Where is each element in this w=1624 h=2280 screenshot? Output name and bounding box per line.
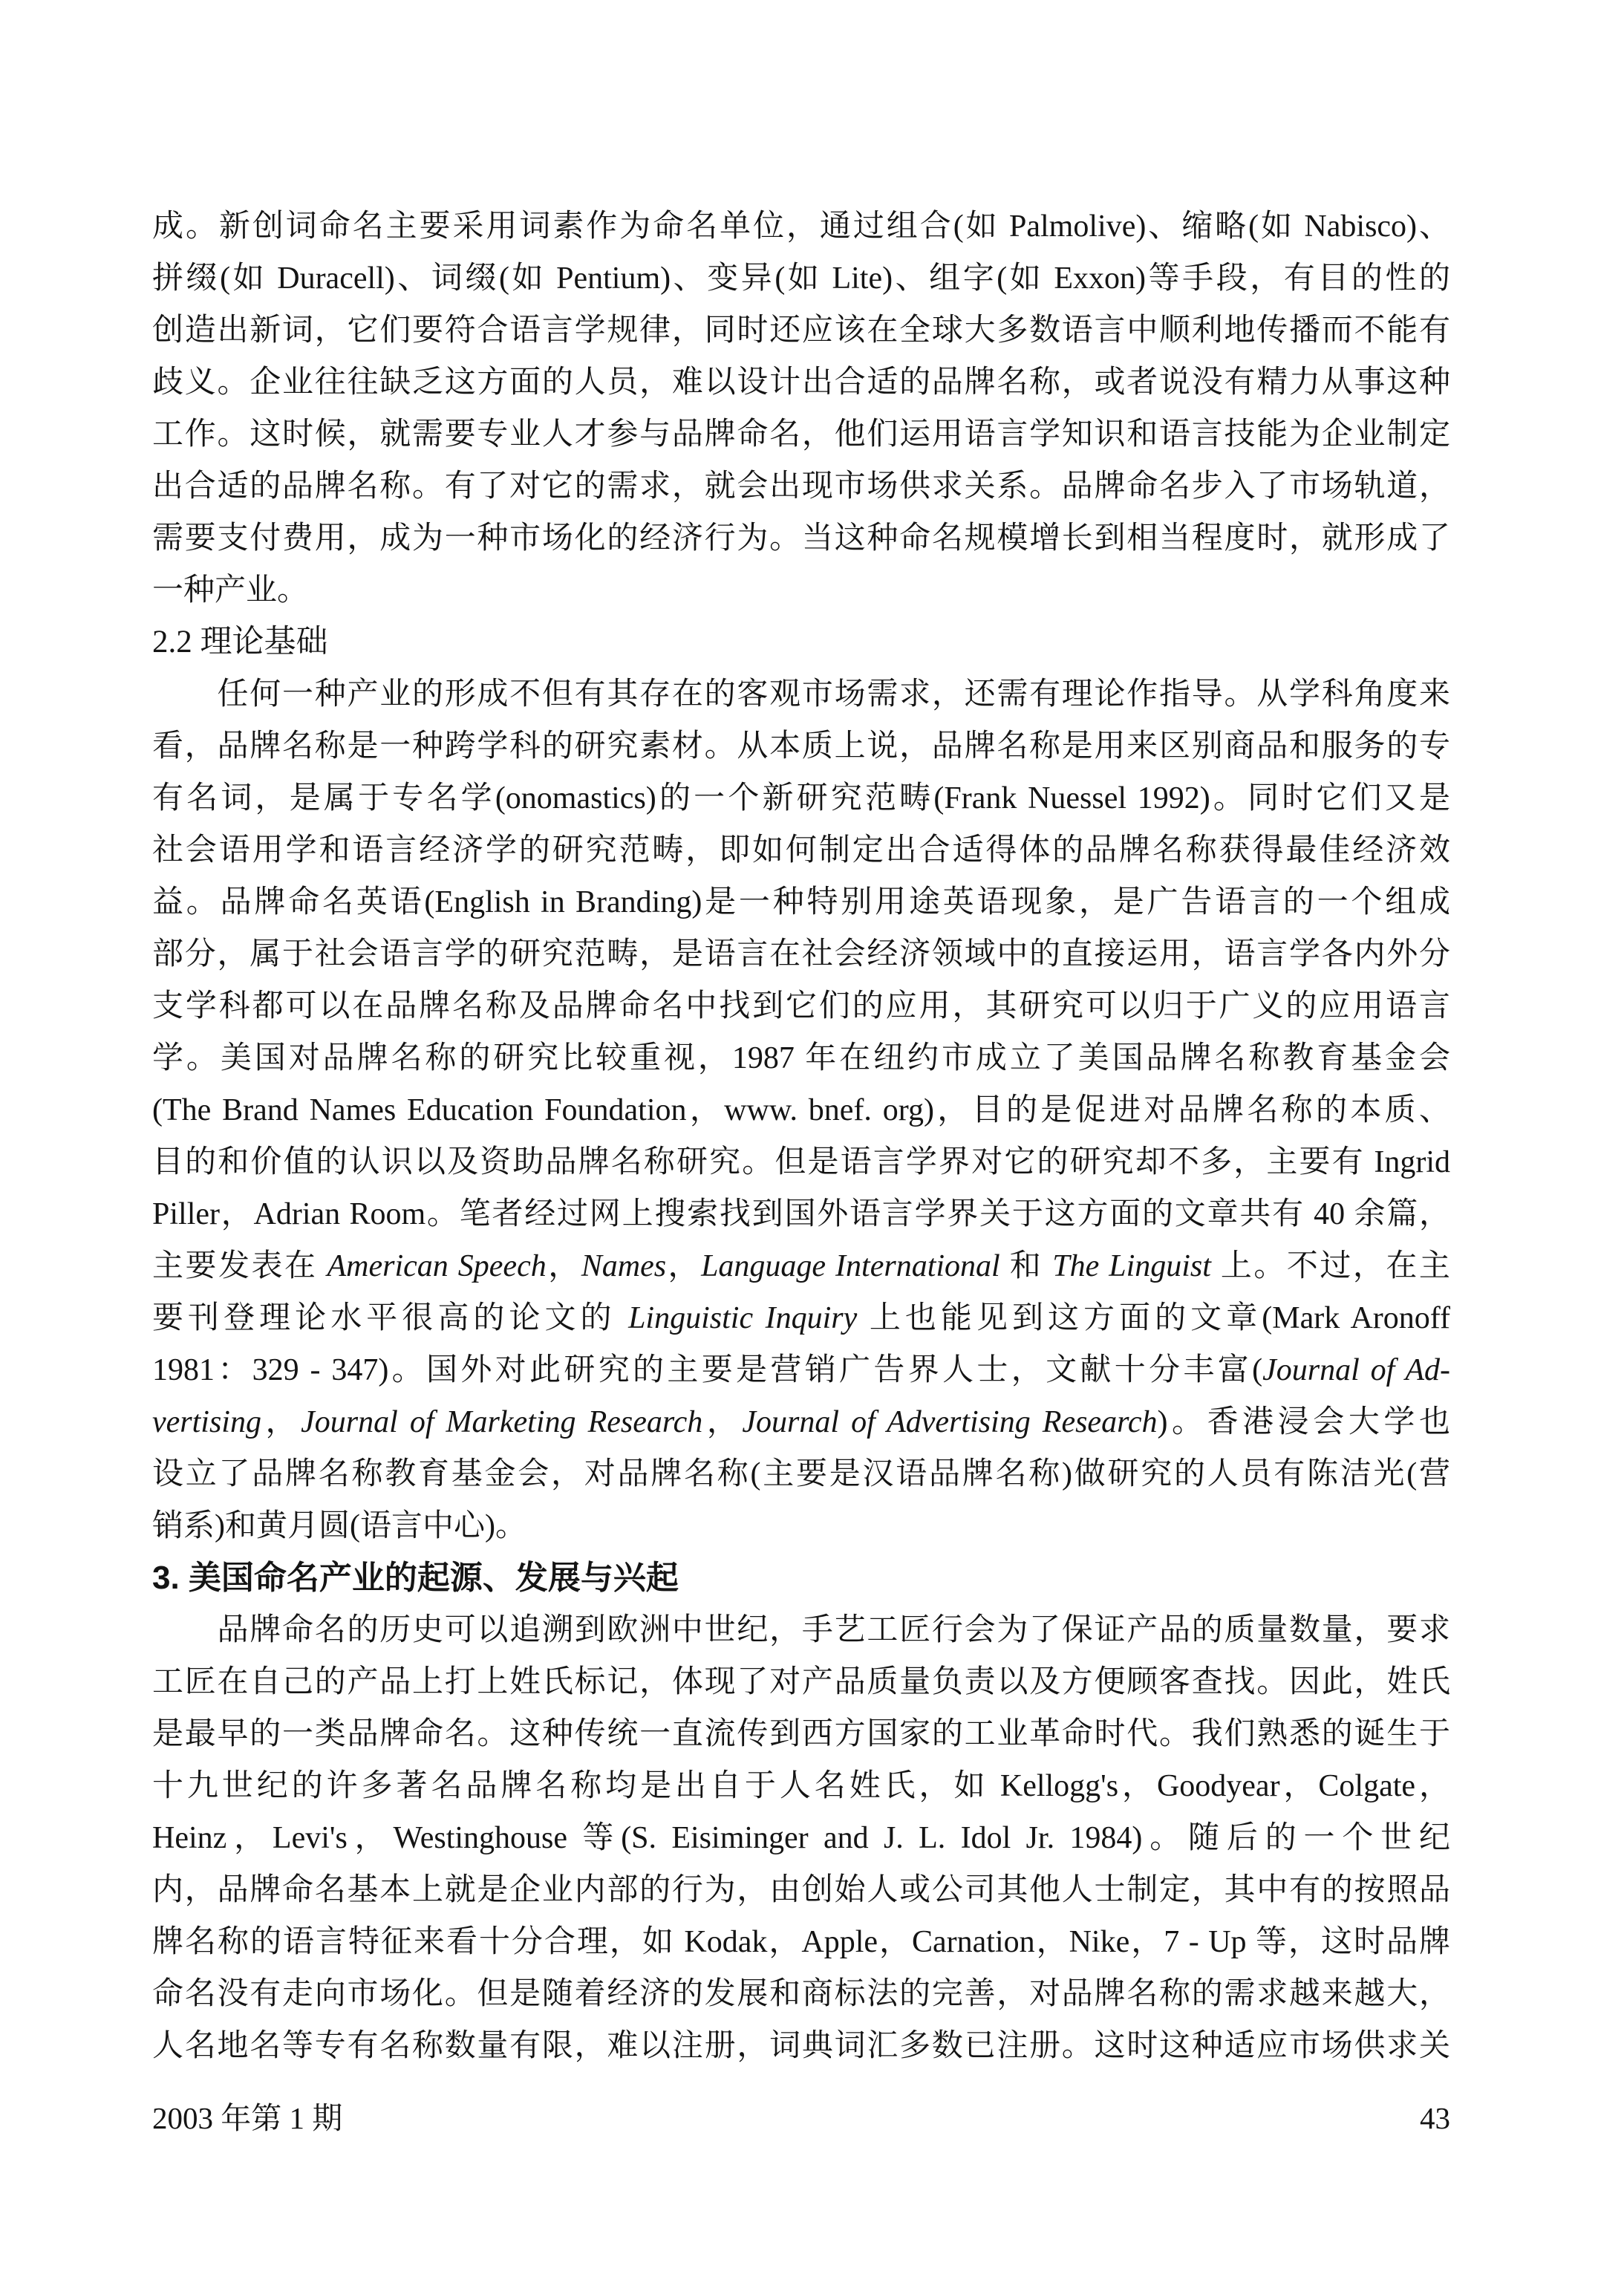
body-text-line: Piller，Adrian Room。笔者经过网上搜索找到国外语言学界关于这方面的文章共有 40 余篇， — [152, 1197, 1450, 1231]
body-text-line: 支学科都可以在品牌名称及品牌命名中找到它们的应用，其研究可以归于广义的应用语言 — [152, 989, 1450, 1023]
body-text-line: 益。品牌命名英语(English in Branding)是一种特别用途英语现象，是广告语言的一个组成 — [152, 885, 1450, 919]
body-text-line: 主要发表在 American Speech，Names，Language International 和 The Linguist 上。不过，在主 — [152, 1249, 1450, 1283]
body-text-line: 任何一种产业的形成不但有其存在的客观市场需求，还需有理论作指导。从学科角度来 — [152, 677, 1450, 711]
journal-issue-label: 2003 年第 1 期 — [152, 2101, 343, 2135]
body-text-line: 一种产业。 — [152, 573, 309, 608]
body-text-line: 品牌命名的历史可以追溯到欧洲中世纪，手艺工匠行会为了保证产品的质量数量，要求 — [152, 1613, 1450, 1647]
body-text-line: 销系)和黄月圆(语言中心)。 — [152, 1509, 526, 1543]
body-text-line: 1981：329 - 347)。国外对此研究的主要是营销广告界人士，文献十分丰富(Journal of Ad- — [152, 1353, 1450, 1387]
page-footer — [152, 2096, 1450, 2140]
body-text-line: 创造出新词，它们要符合语言学规律，同时还应该在全球大多数语言中顺利地传播而不能有 — [152, 313, 1450, 348]
body-text-line: 人名地名等专有名称数量有限，难以注册，词典词汇多数已注册。这时这种适应市场供求关 — [152, 2029, 1450, 2063]
body-text-line: 目的和价值的认识以及资助品牌名称研究。但是语言学界对它的研究却不多，主要有 Ingrid — [152, 1145, 1450, 1179]
body-text-line: 十九世纪的许多著名品牌名称均是出自于人名姓氏，如 Kellogg's，Goodyear，Colgate， — [152, 1769, 1450, 1803]
body-text-line: 是最早的一类品牌命名。这种传统一直流传到西方国家的工业革命时代。我们熟悉的诞生于 — [152, 1717, 1450, 1751]
section-heading: 2.2 理论基础 — [152, 625, 328, 659]
article-body — [152, 201, 1450, 2072]
body-text-line: 出合适的品牌名称。有了对它的需求，就会出现市场供求关系。品牌命名步入了市场轨道， — [152, 469, 1450, 504]
body-text-line: 工匠在自己的产品上打上姓氏标记，体现了对产品质量负责以及方便顾客查找。因此，姓氏 — [152, 1665, 1450, 1699]
body-text-line: 有名词，是属于专名学(onomastics)的一个新研究范畴(Frank Nuessel 1992)。同时它们又是 — [152, 781, 1450, 815]
body-text-line: 学。美国对品牌名称的研究比较重视，1987 年在纽约市成立了美国品牌名称教育基金会 — [152, 1041, 1450, 1075]
body-text-line: 命名没有走向市场化。但是随着经济的发展和商标法的完善，对品牌名称的需求越来越大， — [152, 1977, 1450, 2011]
body-text-line: Heinz，Levi's，Westinghouse 等(S. Eisiminger and J. L. Idol Jr. 1984)。随后的一个世纪 — [152, 1821, 1450, 1855]
body-text-line: 社会语用学和语言经济学的研究范畴，即如何制定出合适得体的品牌名称获得最佳经济效 — [152, 833, 1450, 867]
body-text-line: 设立了品牌名称教育基金会，对品牌名称(主要是汉语品牌名称)做研究的人员有陈洁光(营 — [152, 1457, 1450, 1491]
section-heading: 3. 美国命名产业的起源、发展与兴起 — [152, 1560, 679, 1596]
body-text-line: 成。新创词命名主要采用词素作为命名单位，通过组合(如 Palmolive)、缩略(如 Nabisco)、 — [152, 209, 1450, 244]
page-number: 43 — [1420, 2101, 1450, 2135]
body-text-line: 歧义。企业往往缺乏这方面的人员，难以设计出合适的品牌名称，或者说没有精力从事这种 — [152, 365, 1450, 400]
body-text-line: 拼缀(如 Duracell)、词缀(如 Pentium)、变异(如 Lite)、组字(如 Exxon)等手段，有目的性的 — [152, 261, 1450, 296]
body-text-line: 看，品牌名称是一种跨学科的研究素材。从本质上说，品牌名称是用来区别商品和服务的专 — [152, 729, 1450, 763]
body-text-line: 工作。这时候，就需要专业人才参与品牌命名，他们运用语言学知识和语言技能为企业制定 — [152, 417, 1450, 452]
body-text-line: 要刊登理论水平很高的论文的 Linguistic Inquiry 上也能见到这方面的文章(Mark Aronoff — [152, 1301, 1450, 1335]
body-text-line: 内，品牌命名基本上就是企业内部的行为，由创始人或公司其他人士制定，其中有的按照品 — [152, 1873, 1450, 1907]
body-text-line: vertising，Journal of Marketing Research，Journal of Advertising Research)。香港浸会大学也 — [152, 1405, 1450, 1439]
body-text-line: 部分，属于社会语言学的研究范畴，是语言在社会经济领域中的直接运用，语言学各内外分 — [152, 937, 1450, 971]
body-text-line: 牌名称的语言特征来看十分合理，如 Kodak，Apple，Carnation，Nike，7 - Up 等，这时品牌 — [152, 1925, 1450, 1959]
body-text-line: 需要支付费用，成为一种市场化的经济行为。当这种命名规模增长到相当程度时，就形成了 — [152, 521, 1450, 556]
body-text-line: (The Brand Names Education Foundation，www. bnef. org)，目的是促进对品牌名称的本质、 — [152, 1093, 1450, 1127]
